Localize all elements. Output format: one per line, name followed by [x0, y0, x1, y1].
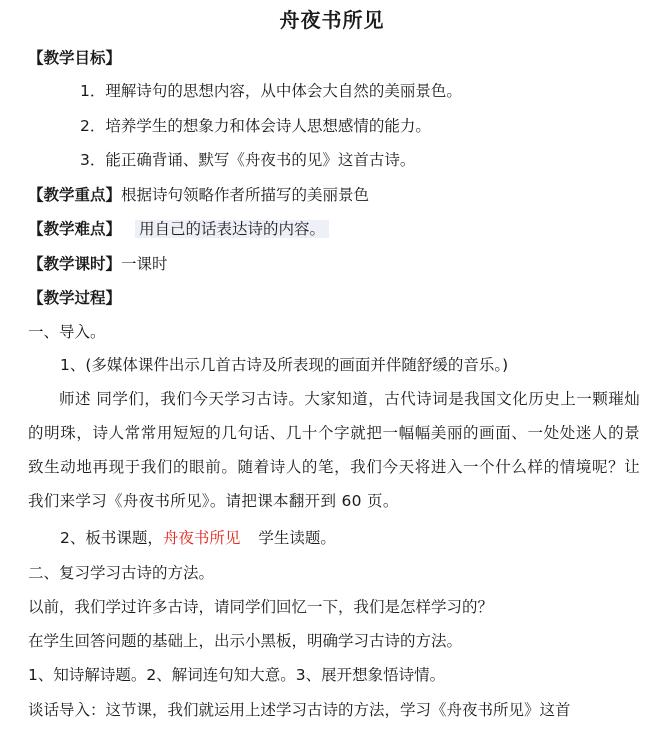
periods-text: 一课时 — [121, 255, 168, 273]
section-heading: 一、导入。 — [28, 323, 106, 341]
key-point-label: 【教学重点】 — [28, 186, 122, 204]
key-point-text: 根据诗句领略作者所描写的美丽景色 — [121, 186, 370, 204]
periods-label: 【教学课时】 — [28, 255, 122, 273]
difficulty-label: 【教学难点】 — [28, 220, 122, 238]
step2-prefix: 2、板书课题， — [60, 529, 163, 547]
difficulty-row — [28, 218, 329, 240]
body-line: 谈话导入：这节课，我们就运用上述学习古诗的方法，学习《舟夜书所见》这首 — [28, 701, 571, 719]
process-label: 【教学过程】 — [28, 289, 122, 307]
periods-row — [28, 253, 168, 275]
objective-item: 3．能正确背诵、默写《舟夜书的见》这首古诗。 — [80, 151, 416, 169]
key-point-row — [28, 184, 369, 206]
board-title: 舟夜书所见 — [162, 529, 241, 547]
body-line: 1、知诗解诗题。2、解词连句知大意。3、展开想象悟诗情。 — [28, 666, 446, 684]
teacher-paragraph: 师述 同学们，我们今天学习古诗。大家知道，古代诗词是我国文化历史上一颗璀灿的明珠，诗人常常用短短的几句话、几十个字就把一幅幅美丽的画面、一处处迷人的景致生动地再现于我们的眼前。随着诗人的笔，我们今天将进入一个什么样的情境呢？让我们来学习《舟夜书所见》。请把课本翻开到 60 页。 — [28, 390, 640, 510]
objective-item: 2．培养学生的想象力和体会诗人思想感情的能力。 — [80, 117, 431, 135]
objective-item: 1．理解诗句的思想内容，从中体会大自然的美丽景色。 — [80, 82, 462, 100]
step-line: 1、(多媒体课件出示几首古诗及所表现的画面并伴随舒缓的音乐。) — [60, 356, 509, 374]
section-heading: 二、复习学习古诗的方法。 — [28, 564, 215, 582]
body-line: 在学生回答问题的基础上，出示小黑板，明确学习古诗的方法。 — [28, 632, 463, 650]
page-title: 舟夜书所见 — [279, 8, 385, 32]
step-line — [60, 527, 336, 549]
objectives-label: 【教学目标】 — [28, 49, 122, 67]
step2-suffix: 学生读题。 — [258, 529, 336, 547]
body-line: 以前，我们学过许多古诗，请同学们回忆一下，我们是怎样学习的？ — [28, 598, 494, 616]
difficulty-text: 用自己的话表达诗的内容。 — [135, 220, 329, 238]
